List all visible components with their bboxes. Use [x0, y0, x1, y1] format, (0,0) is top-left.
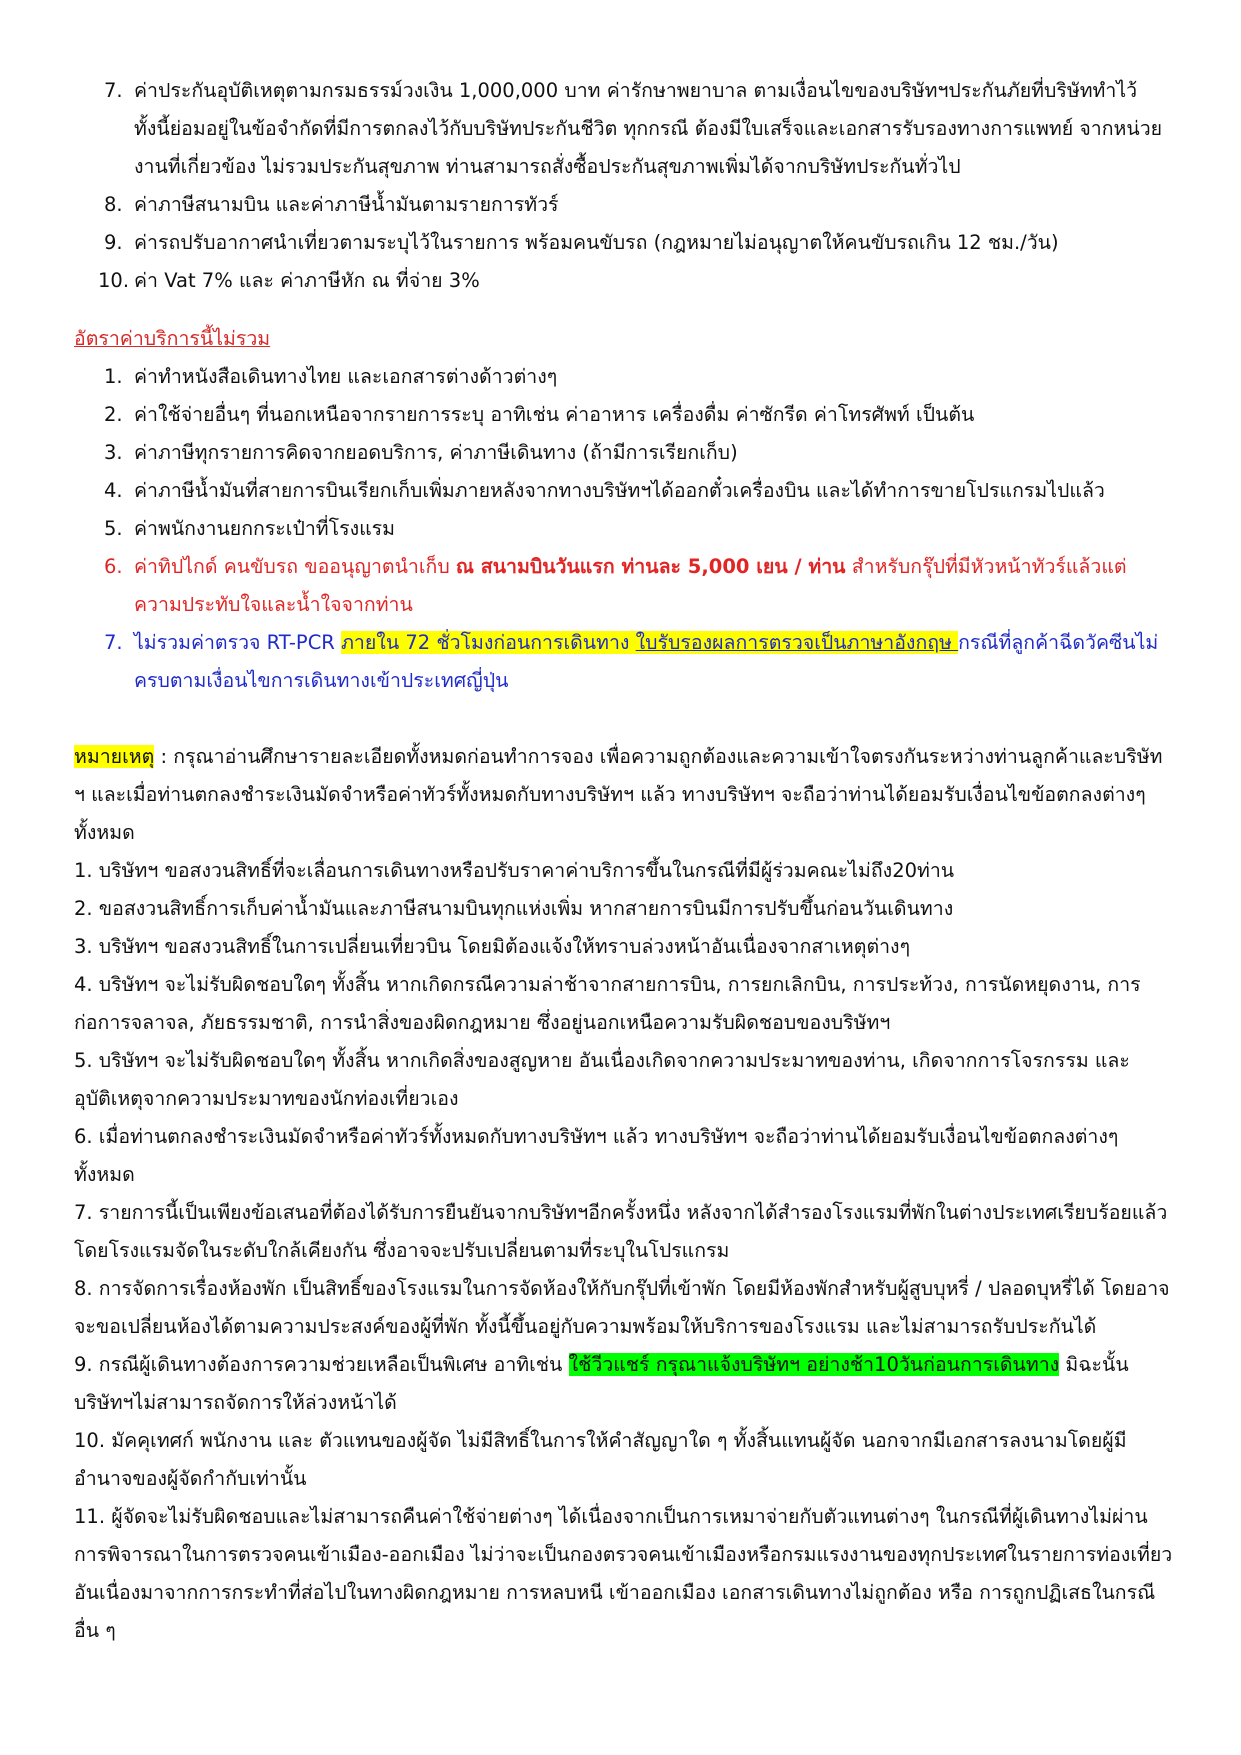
remark-item: 1. บริษัทฯ ขอสงวนสิทธิ์ที่จะเลื่อนการเดินทางหรือปรับราคาค่าบริการขึ้นในกรณีที่มีผู้ร่วมคณะไม่ถึง20ท่าน [74, 859, 955, 882]
document-page [74, 72, 1174, 1650]
remarks-section [74, 738, 1174, 1650]
list-item: 10. ค่า Vat 7% และ ค่าภาษีหัก ณ ที่จ่าย 3% [98, 269, 480, 292]
remark-item-wheelchair: 9. กรณีผู้เดินทางต้องการความช่วยเหลือเป็นพิเศษ อาทิเช่น ใช้วีวแชร์ กรุณาแจ้งบริษัทฯ อย่างช้า10วันก่อนการเดินทาง มิฉะนั้นบริษัทฯไม่สามารถจัดการให้ล่วงหน้าได้ [74, 1353, 1129, 1414]
remarks-label: หมายเหตุ [74, 745, 155, 768]
list-item: 8. ค่าภาษีสนามบิน และค่าภาษีน้ำมันตามรายการทัวร์ [104, 193, 559, 216]
list-item: 9. ค่ารถปรับอากาศนำเที่ยวตามระบุไว้ในรายการ พร้อมคนขับรถ (กฎหมายไม่อนุญาตให้คนขับรถเกิน 12 ชม./วัน) [104, 231, 1059, 254]
remark-item: 2. ขอสงวนสิทธิ์การเก็บค่าน้ำมันและภาษีสนามบินทุกแห่งเพิ่ม หากสายการบินมีการปรับขึ้นก่อนวันเดินทาง [74, 897, 954, 920]
list-item: 3. ค่าภาษีทุกรายการคิดจากยอดบริการ, ค่าภาษีเดินทาง (ถ้ามีการเรียกเก็บ) [104, 441, 738, 464]
remark-item: 11. ผู้จัดจะไม่รับผิดชอบและไม่สามารถคืนค่าใช้จ่ายต่างๆ ได้เนื่องจากเป็นการเหมาจ่ายกับตัวแทนต่างๆ ในกรณีที่ผู้เดินทางไม่ผ่านการพิจารณาในการตรวจคนเข้าเมือง-ออกเมือง ไม่ว่าจะเป็นกองตรวจคนเข้าเมืองหรือกรมแรงงานของทุกประเทศในรายการท่องเที่ยว อันเนื่องมาจากการกระทำที่ส่อไปในทางผิดกฎหมาย การหลบหนี เข้าออกเมือง เอกสารเดินทางไม่ถูกต้อง หรือ การถูกปฏิเสธในกรณีอื่น ๆ [74, 1505, 1173, 1642]
remark-item: 5. บริษัทฯ จะไม่รับผิดชอบใดๆ ทั้งสิ้น หากเกิดสิ่งของสูญหาย อันเนื่องเกิดจากความประมาทของท่าน, เกิดจากการโจรกรรม และอุบัติเหตุจากความประมาทของนักท่องเที่ยวเอง [74, 1049, 1130, 1110]
remark-item: 7. รายการนี้เป็นเพียงข้อเสนอที่ต้องได้รับการยืนยันจากบริษัทฯอีกครั้งหนึ่ง หลังจากได้สำรองโรงแรมที่พักในต่างประเทศเรียบร้อยแล้ว โดยโรงแรมจัดในระดับใกล้เคียงกัน ซึ่งอาจจะปรับเปลี่ยนตามที่ระบุในโปรแกรม [74, 1201, 1168, 1262]
remark-item: 10. มัคคุเทศก์ พนักงาน และ ตัวแทนของผู้จัด ไม่มีสิทธิ์ในการให้คำสัญญาใด ๆ ทั้งสิ้นแทนผู้จัด นอกจากมีเอกสารลงนามโดยผู้มีอำนาจของผู้จัดกำกับเท่านั้น [74, 1429, 1127, 1490]
list-item: 4. ค่าภาษีน้ำมันที่สายการบินเรียกเก็บเพิ่มภายหลังจากทางบริษัทฯได้ออกตั๋วเครื่องบิน และได้ทำการขายโปรแกรมไปแล้ว [104, 479, 1105, 502]
remarks-intro: หมายเหตุ : กรุณาอ่านศึกษารายละเอียดทั้งหมดก่อนทำการจอง เพื่อความถูกต้องและความเข้าใจตรงกันระหว่างท่านลูกค้าและบริษัท ฯ และเมื่อท่านตกลงชำระเงินมัดจำหรือค่าทัวร์ทั้งหมดกับทางบริษัทฯ แล้ว ทางบริษัทฯ จะถือว่าท่านได้ยอมรับเงื่อนไขข้อตกลงต่างๆ ทั้งหมด [74, 745, 1163, 844]
list-item: 2. ค่าใช้จ่ายอื่นๆ ที่นอกเหนือจากรายการระบุ อาทิเช่น ค่าอาหาร เครื่องดื่ม ค่าซักรีด ค่าโทรศัพท์ เป็นต้น [104, 403, 975, 426]
list-item: 5. ค่าพนักงานยกกระเป๋าที่โรงแรม [104, 517, 395, 540]
remark-item: 8. การจัดการเรื่องห้องพัก เป็นสิทธิ์ของโรงแรมในการจัดห้องให้กับกรุ๊ปที่เข้าพัก โดยมีห้องพักสำหรับผู้สูบบุหรี่ / ปลอดบุหรี่ได้ โดยอาจจะขอเปลี่ยนห้องได้ตามความประสงค์ของผู้ที่พัก ทั้งนี้ขึ้นอยู่กับความพร้อมให้บริการของโรงแรม และไม่สามารถรับประกันได้ [74, 1277, 1170, 1338]
tip-amount: ณ สนามบินวันแรก ท่านละ 5,000 เยน / ท่าน [455, 555, 846, 578]
remark-item: 4. บริษัทฯ จะไม่รับผิดชอบใดๆ ทั้งสิ้น หากเกิดกรณีความล่าช้าจากสายการบิน, การยกเลิกบิน, การประท้วง, การนัดหยุดงาน, การก่อการจลาจล, ภัยธรรมชาติ, การนำสิ่งของผิดกฎหมาย ซึ่งอยู่นอกเหนือความรับผิดชอบของบริษัทฯ [74, 973, 1141, 1034]
included-list-continued [74, 72, 1174, 300]
highlight-wheelchair: ใช้วีวแชร์ กรุณาแจ้งบริษัทฯ อย่างช้า10วันก่อนการเดินทาง [568, 1353, 1060, 1376]
remark-item: 6. เมื่อท่านตกลงชำระเงินมัดจำหรือค่าทัวร์ทั้งหมดกับทางบริษัทฯ แล้ว ทางบริษัทฯ จะถือว่าท่านได้ยอมรับเงื่อนไขข้อตกลงต่างๆ ทั้งหมด [74, 1125, 1119, 1186]
tip-item: 6. ค่าทิปไกด์ คนขับรถ ขออนุญาตนำเก็บ ณ สนามบินวันแรก ท่านละ 5,000 เยน / ท่าน สำหรับกรุ๊ปที่มีหัวหน้าทัวร์แล้วแต่ความประทับใจและน้ำใจจากท่าน [104, 555, 1127, 616]
highlight-english-certificate: ใบรับรองผลการตรวจเป็นภาษาอังกฤษ [635, 631, 959, 654]
remark-item: 3. บริษัทฯ ขอสงวนสิทธิ์ในการเปลี่ยนเที่ยวบิน โดยมิต้องแจ้งให้ทราบล่วงหน้าอันเนื่องจากสาเหตุต่างๆ [74, 935, 911, 958]
list-item: 1. ค่าทำหนังสือเดินทางไทย และเอกสารต่างด้าวต่างๆ [104, 365, 558, 388]
excluded-section-title: อัตราค่าบริการนี้ไม่รวม [74, 327, 271, 350]
highlight-72-hours: ภายใน 72 ชั่วโมงก่อนการเดินทาง [341, 631, 636, 654]
rt-pcr-item: 7. ไม่รวมค่าตรวจ RT-PCR ภายใน 72 ชั่วโมงก่อนการเดินทาง ใบรับรองผลการตรวจเป็นภาษาอังกฤษ กรณีที่ลูกค้าฉีดวัคซีนไม่ครบตามเงื่อนไขการเดินทางเข้าประเทศญี่ปุ่น [104, 631, 1159, 692]
list-item: 7. ค่าประกันอุบัติเหตุตามกรมธรรม์วงเงิน 1,000,000 บาท ค่ารักษาพยาบาล ตามเงื่อนไขของบริษัทฯประกันภัยที่บริษัททำไว้ ทั้งนี้ย่อมอยู่ในข้อจำกัดที่มีการตกลงไว้กับบริษัทประกันชีวิต ทุกกรณี ต้องมีใบเสร็จและเอกสารรับรองทางการแพทย์ จากหน่วยงานที่เกี่ยวข้อง ไม่รวมประกันสุขภาพ ท่านสามารถสั่งซื้อประกันสุขภาพเพิ่มได้จากบริษัทประกันทั่วไป [104, 79, 1163, 178]
excluded-list [74, 358, 1174, 700]
